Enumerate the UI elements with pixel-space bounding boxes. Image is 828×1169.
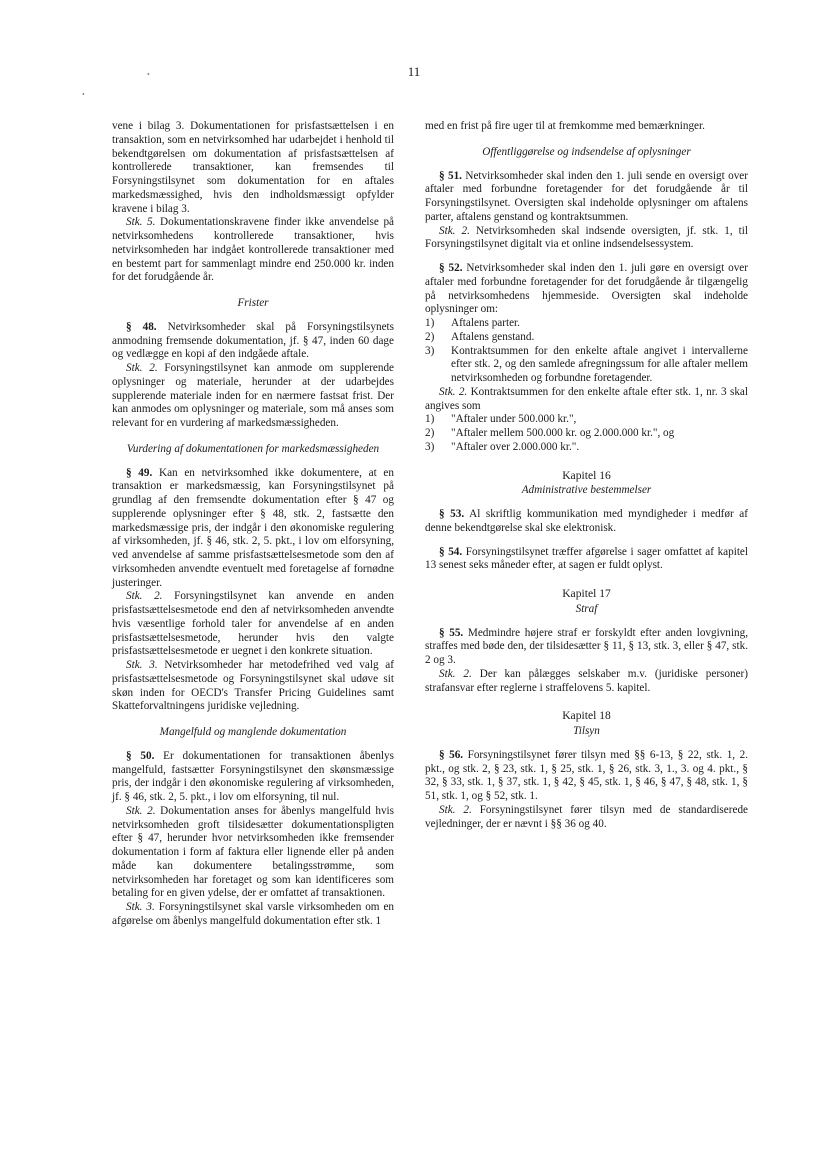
list-item: [425, 427, 748, 441]
paragraph-text: Dokumentationskravene finder ikke anvendelse på netvirksomhedens kontrollerede transaktioner, hvis netvirksomheden har indgået kontrollerede transaktioner med en bestemt part for sammenlagt mindre end 250.000 kr. inden for det forudgående år.: [112, 216, 394, 284]
paragraph-text: Netvirksomheder skal inden den 1. juli gøre en oversigt over aftaler med forbundne foretagender for det forudgående år tilgængelig på netvirksomhedens hjemmeside. Oversigten skal indeholde oplysninger om:: [425, 262, 748, 316]
paragraph-number: § 55.: [439, 626, 464, 639]
list-item: [425, 317, 748, 331]
section-55: [425, 627, 748, 668]
left-column: [112, 120, 394, 929]
section-54: [425, 546, 748, 574]
list-item-text: "Aftaler under 500.000 kr.",: [451, 413, 577, 426]
list-item-number: 1): [425, 413, 435, 426]
paragraph-text: Kan en netvirksomhed ikke dokumentere, at en transaktion er markedsmæssig, kan Forsyningstilsynet på grundlag af den fremsendte dokumentation efter § 47 og supplerende oplysninger efter § 48, stk. 2, fastsætte den markedsmæssige pris, der indgår i den økonomiske regulering af virksomheden, jf. § 46, stk. 2, 5. pkt., i lov om elforsyning, ved anvendelse af samme prisfastsættelsesmetode som den af virksomheden anvendte eventuelt med foretagelse af fornødne justeringer.: [112, 466, 394, 589]
chapter-18-title: Kapitel 18: [562, 709, 611, 723]
paragraph-text: Forsyningstilsynet træffer afgørelse i sager omfattet af kapitel 13 senest seks måneder efter, at sagen er fuldt oplyst.: [425, 545, 749, 572]
list-item-number: 2): [425, 330, 435, 343]
paragraph-text: Er dokumentationen for transaktionen åbenlys mangelfuld, fastsætter Forsyningstilsynet den skønsmæssige pris, der indgår i den økonomiske regulering af virksomheden, jf. § 46, stk. 2, 5. pkt., i lov om elforsyning, til nul.: [112, 749, 394, 803]
paragraph-text: Medmindre højere straf er forskyldt efter anden lovgivning, straffes med bøde den, der tilsidesætter § 11, § 13, stk. 3, eller § 47, stk. 2 og 3.: [425, 626, 748, 666]
section-53: [425, 508, 748, 536]
section-52: [425, 262, 748, 317]
list-item-number: 2): [425, 427, 435, 439]
stk-label: Stk. 2.: [439, 224, 470, 237]
stk-label: Stk. 2.: [126, 804, 156, 817]
list-item: [425, 331, 748, 345]
chapter-17-subtitle: Straf: [575, 602, 598, 615]
list-item-number: 3): [425, 440, 435, 453]
section-heading-mangelfuld: Mangelfuld og manglende dokumentation: [159, 726, 347, 738]
list-item-text: "Aftaler over 2.000.000 kr.".: [451, 440, 580, 453]
paragraph-text: Netvirksomheden skal indsende oversigten, jf. stk. 1, til Forsyningstilsynet digitalt via et online indsendelsessystem.: [425, 224, 748, 251]
stk-label: Stk. 2.: [439, 385, 468, 398]
list-item-text: "Aftaler mellem 500.000 kr. og 2.000.000 kr.", og: [451, 427, 675, 439]
paragraph-text: Netvirksomheder skal på Forsyningstilsynets anmodning fremsende dokumentation, jf. § 47, inden 60 dage og vedlægge en kopi af den indgåede aftale.: [112, 320, 394, 361]
stk-label: Stk. 2.: [439, 667, 472, 680]
section-50-stk-2: [112, 805, 394, 901]
section-49: [112, 467, 394, 591]
stk-label: Stk. 2.: [126, 362, 158, 374]
section-51-stk-2: [425, 225, 748, 253]
chapter-17-title: Kapitel 17: [562, 587, 611, 600]
list-item-text: Aftalens genstand.: [451, 330, 535, 343]
section-56: [425, 749, 748, 804]
section-48: [112, 321, 394, 362]
chapter-18-subtitle: Tilsyn: [573, 725, 600, 737]
section-56-stk-2: [425, 804, 748, 832]
paragraph-number: § 54.: [439, 545, 463, 558]
paragraph-text: Forsyningstilsynet fører tilsyn med de standardiserede vejledninger, der er nævnt i §§ 36 og 40.: [425, 803, 748, 830]
paragraph-number: § 53.: [439, 508, 465, 520]
chapter-16-title: Kapitel 16: [562, 468, 611, 482]
section-heading-offentliggoerelse: Offentliggørelse og indsendelse af oplysninger: [482, 145, 691, 158]
paragraph-continuation: med en frist på fire uger til at fremkomme med bemærkninger.: [425, 120, 705, 132]
stk-label: Stk. 5.: [126, 216, 156, 229]
right-column: [425, 120, 748, 831]
scan-speck: •: [82, 90, 85, 99]
paragraph-text: Forsyningstilsynet skal varsle virksomheden om en afgørelse om åbenlys mangelfuld dokumentation efter stk. 1: [112, 901, 394, 927]
paragraph-text: Der kan pålægges selskaber m.v. (juridiske personer) strafansvar efter reglerne i straffelovens 5. kapitel.: [425, 667, 749, 694]
paragraph-number: § 49.: [126, 466, 153, 479]
stk-5-paragraph: [112, 216, 394, 285]
paragraph-text: Forsyningstilsynet kan anmode om supplerende oplysninger og materiale, herunder at der udarbejdes supplerende materiale inden for en nærmere fastsat frist. Der kan anmodes om oplysninger og materiale, som må anses som relevant for en vurdering af markedsmæssigheden.: [112, 362, 395, 429]
section-55-stk-2: [425, 668, 748, 696]
paragraph-continuation: vene i bilag 3. Dokumentationen for prisfastsættelsen i en transaktion, som en netvirksomhed har udarbejdet i henhold til bekendtgørelsen om dokumentation af prisfastsættelsen af kontrollerede transaktioner, kan fremsendes til Forsyningstilsynet som dokumentation for en aftales markedsmæssighed, hvis den indholdsmæssigt opfylder kravene i bilag 3.: [112, 120, 394, 215]
stk-label: Stk. 2.: [126, 590, 163, 603]
list-item-text: Aftalens parter.: [451, 317, 520, 329]
section-49-stk-3: [112, 659, 394, 714]
paragraph-text: Dokumentation anses for åbenlys mangelfuld hvis netvirksomheden groft tilsidesætter dokumentationspligten efter § 47, herunder hvor netvirksomheden ikke fremsender dokumentation i form af faktura eller lignende eller på anden måde kan dokumentere betalingsstrømme, som netvirksomheden har foretaget og som kan identificeres som betaling for en given ydelse, der er omfattet af transaktionen.: [112, 804, 394, 900]
paragraph-text: Forsyningstilsynet fører tilsyn med §§ 6-13, § 22, stk. 1, 2. pkt., og stk. 2, § 23, stk. 1, § 25, stk. 1, § 26, stk. 3, 1., 3. og 4. pkt., § 32, § 33, stk. 1, § 37, stk. 1, § 42, § 45, stk. 1, § 46, § 47, § 48, stk. 1, § 51, stk. 1, og § 52, stk. 1.: [425, 748, 748, 802]
section-52-stk-2-list: [425, 413, 748, 454]
section-52-list: [425, 317, 748, 386]
list-item-number: 1): [425, 317, 435, 329]
paragraph-text: Netvirksomheder skal inden den 1. juli sende en oversigt over aftaler med forbundne foretagender for det forudgående år til Forsyningstilsynet. Oversigten skal indeholde oplysninger om aftalens parter, aftalens genstand og kontraktsummen.: [425, 169, 748, 223]
list-item-number: 3): [425, 344, 435, 357]
list-item-text: Kontraktsummen for den enkelte aftale angivet i intervallerne efter stk. 2, og den samlede afregningssum for alle aftaler mellem netvirksomheden og forbundne foretagender.: [451, 344, 748, 384]
scan-speck: •: [147, 70, 150, 79]
section-49-stk-2: [112, 590, 394, 659]
stk-label: Stk. 3.: [126, 659, 158, 671]
paragraph-text: Kontraktsummen for den enkelte aftale efter stk. 1, nr. 3 skal angives som: [425, 385, 748, 412]
section-50: [112, 750, 394, 805]
paragraph-number: § 48.: [126, 320, 157, 333]
list-item: [425, 345, 748, 386]
section-50-stk-3: [112, 901, 394, 929]
section-52-stk-2: [425, 386, 748, 414]
page-number: 11: [407, 64, 421, 79]
paragraph-number: § 51.: [439, 169, 462, 182]
paragraph-number: § 50.: [126, 749, 155, 762]
stk-label: Stk. 3.: [126, 901, 155, 913]
paragraph-text: Forsyningstilsynet kan anvende en anden prisfastsættelsesmetode end den af netvirksomheden anvendte hvis væsentlige forhold taler for anvendelse af en anden prisfastsættelsesmetode, herunder hvis den valgte prisfastsættelsesmetode er uegnet i den konkrete situation.: [112, 590, 394, 658]
list-item: [425, 441, 748, 455]
section-51: [425, 170, 748, 225]
section-heading-frister: Frister: [237, 297, 269, 309]
chapter-16-subtitle: Administrative bestemmelser: [521, 484, 652, 497]
paragraph-number: § 52.: [439, 262, 463, 274]
list-item: [425, 413, 748, 427]
paragraph-number: § 56.: [439, 748, 464, 761]
section-48-stk-2: [112, 362, 394, 431]
paragraph-text: Netvirksomheder har metodefrihed ved valg af prisfastsættelsesmetode og Forsyningstilsynet skal udøve sit skøn inden for OECD's Transfer Pricing Guidelines samt Skatteforvaltningens juridiske vejledning.: [112, 659, 395, 713]
stk-label: Stk. 2.: [439, 803, 472, 816]
paragraph-text: Al skriftlig kommunikation med myndigheder i medfør af denne bekendtgørelse skal ske elektronisk.: [425, 508, 748, 534]
section-heading-vurdering: Vurdering af dokumentationen for markedsmæssigheden: [126, 442, 380, 455]
